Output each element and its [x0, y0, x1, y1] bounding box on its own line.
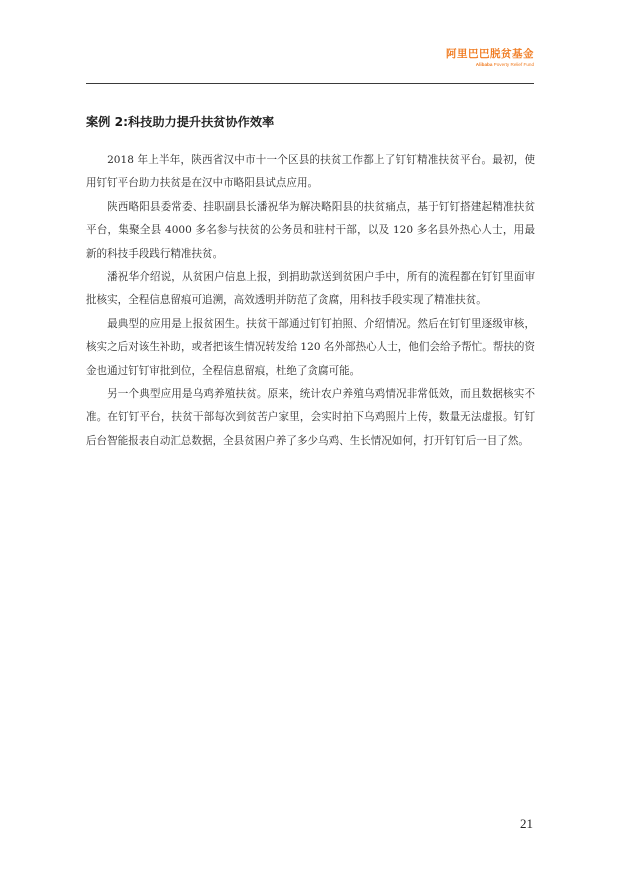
paragraph-1: 2018 年上半年，陕西省汉中市十一个区县的扶贫工作都上了钉钉精准扶贫平台。最初，使用钉钉平台助力扶贫是在汉中市略阳县试点应用。 — [86, 154, 535, 190]
paragraph-4: 最典型的应用是上报贫困生。扶贫干部通过钉钉拍照、介绍情况。然后在钉钉里逐级审核，核实之后对该生补助，或者把该生情况转发给 120 名外部热心人士，他们会给予帮忙。帮扶的资金也通过钉钉审批到位，全程信息留痕，杜绝了贪腐可能。 — [86, 317, 535, 377]
logo-english-rest: Poverty Relief Fund — [492, 62, 534, 67]
header-divider — [86, 83, 534, 84]
page-number: 21 — [520, 816, 533, 831]
section-title: 案例 2:科技助力提升扶贫协作效率 — [86, 115, 275, 129]
paragraph-5: 另一个典型应用是乌鸡养殖扶贫。原来，统计农户养殖乌鸡情况非常低效，而且数据核实不准。在钉钉平台，扶贫干部每次到贫苦户家里，会实时拍下乌鸡照片上传，数量无法虚报。钉钉后台智能报表自动汇总数据，全县贫困户养了多少乌鸡、生长情况如何，打开钉钉后一目了然。 — [86, 388, 535, 447]
paragraph-2: 陕西略阳县委常委、挂职副县长潘祝华为解决略阳县的扶贫痛点，基于钉钉搭建起精准扶贫平台，集聚全县 4000 多名参与扶贫的公务员和驻村干部，以及 120 多名县外热心人士，用最新的科技手段践行精准扶贫。 — [86, 200, 535, 260]
logo-english-name — [446, 61, 534, 68]
article-body — [86, 149, 535, 453]
paragraph-3: 潘祝华介绍说，从贫困户信息上报，到捐助款送到贫困户手中，所有的流程都在钉钉里面审批核实，全程信息留痕可追溯，高效透明并防范了贪腐，用科技手段实现了精准扶贫。 — [86, 271, 535, 307]
logo-chinese-name: 阿里巴巴脱贫基金 — [446, 48, 534, 60]
alibaba-poverty-relief-fund-logo — [446, 48, 534, 68]
logo-english-brand: Alibaba — [475, 62, 493, 67]
